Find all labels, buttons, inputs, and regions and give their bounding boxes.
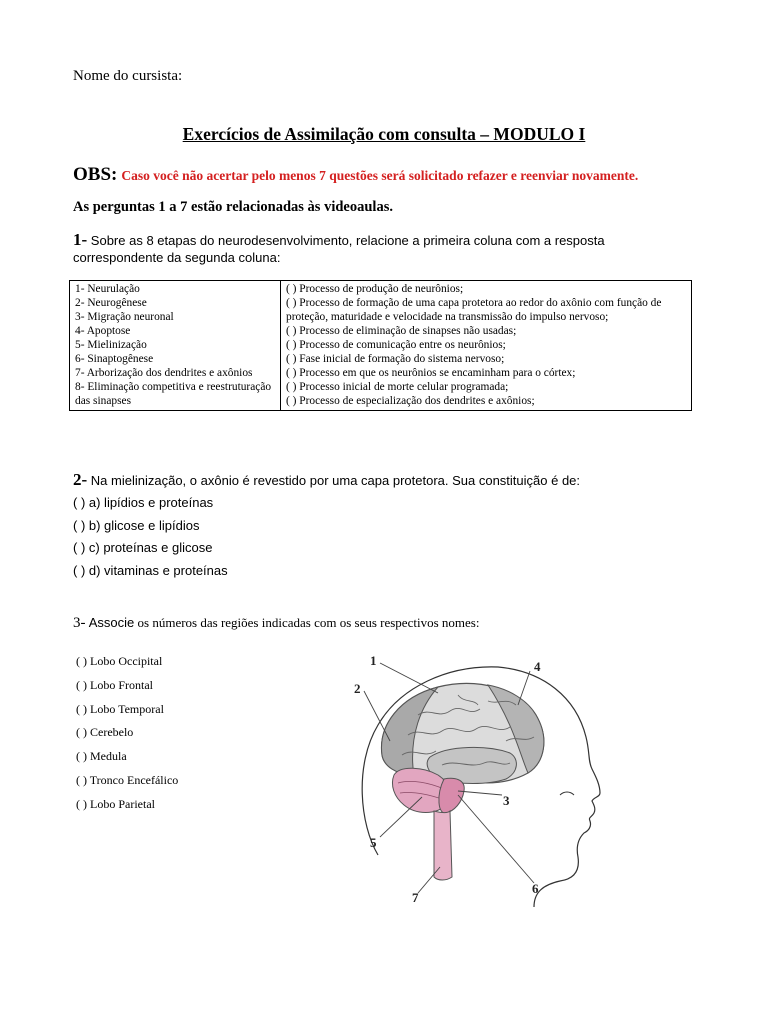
question-2-text: 2- Na mielinização, o axônio é revestido por uma capa protetora. Sua constituição é de: [73,470,581,489]
answer-item[interactable]: ( ) Processo de eliminação de sinapses não usadas; [286,325,517,337]
stage-item: 4- Apoptose [75,325,131,337]
stage-item: 5- Mielinização [75,339,147,351]
option-b[interactable]: ( ) b) glicose e lipídios [73,517,200,533]
question-3-text: 3- Associe os números das regiões indicadas com os seus respectivos nomes: [73,615,480,631]
region-option[interactable]: ( ) Lobo Temporal [76,701,164,716]
label-7: 7 [412,890,419,905]
stage-item: 2- Neurogênese [75,297,147,309]
answer-item[interactable]: ( ) Processo de especialização dos dendrites e axônios; [286,395,535,407]
label-3: 3 [503,793,510,808]
stage-item: 8- Eliminação competitiva e reestruturação das sinapses [75,381,272,407]
stages-column [70,281,281,411]
question-1-text: 1- Sobre as 8 etapas do neurodesenvolvimento, relacione a primeira coluna com a resposta correspondente da segunda coluna: [73,230,605,265]
obs-label: OBS: [73,164,118,185]
label-5: 5 [370,835,377,850]
obs-message: Caso você não acertar pelo menos 7 questões será solicitado refazer e reenviar novamente. [121,168,639,183]
stage-item: 6- Sinaptogênese [75,353,154,365]
option-a[interactable]: ( ) a) lipídios e proteínas [73,495,214,510]
answer-item[interactable]: ( ) Fase inicial de formação do sistema nervoso; [286,353,505,365]
region-option[interactable]: ( ) Lobo Frontal [76,677,153,692]
brain-diagram [338,645,604,913]
stage-item: 3- Migração neuronal [75,311,174,323]
stage-item: 7- Arborização dos dendrites e axônios [75,367,253,379]
region-option[interactable]: ( ) Lobo Parietal [76,796,155,811]
student-name-label: Nome do cursista: [73,68,183,84]
label-2: 2 [354,681,361,696]
answer-item[interactable]: ( ) Processo em que os neurônios se encaminham para o córtex; [286,367,576,379]
answer-item[interactable]: ( ) Processo de formação de uma capa protetora ao redor do axônio com função de proteção, maturidade e velocidade na transmissão do impulso nervoso; [286,297,662,323]
option-c[interactable]: ( ) c) proteínas e glicose [73,540,213,555]
option-d[interactable]: ( ) d) vitaminas e proteínas [73,562,228,578]
region-option[interactable]: ( ) Tronco Encefálico [76,772,179,787]
region-option[interactable]: ( ) Cerebelo [76,725,134,740]
label-1: 1 [370,653,377,668]
brainstem [439,778,464,813]
label-4: 4 [534,659,541,674]
question-1-number: 1- [73,230,88,249]
answer-item[interactable]: ( ) Processo de comunicação entre os neurônios; [286,339,506,351]
question-3-options [76,654,178,821]
spinal-cord [434,811,452,880]
matching-table [69,280,692,411]
label-6: 6 [532,881,539,896]
stage-item: 1- Neurulação [75,283,140,295]
question-3-number: 3- [73,615,86,631]
question-2-options [73,495,228,585]
question-3-verb: Associe [88,615,135,630]
videoclass-note: As perguntas 1 a 7 estão relacionadas às videoaulas. [73,199,393,215]
answer-item[interactable]: ( ) Processo inicial de morte celular programada; [286,381,509,393]
region-option[interactable]: ( ) Lobo Occipital [76,654,163,668]
region-option[interactable]: ( ) Medula [76,749,127,764]
answer-item[interactable]: ( ) Processo de produção de neurônios; [286,283,464,295]
page-title: Exercícios de Assimilação com consulta – MODULO I [182,124,586,144]
question-2-number: 2- [73,470,88,489]
obs-notice [73,164,638,186]
answers-column [281,281,692,411]
